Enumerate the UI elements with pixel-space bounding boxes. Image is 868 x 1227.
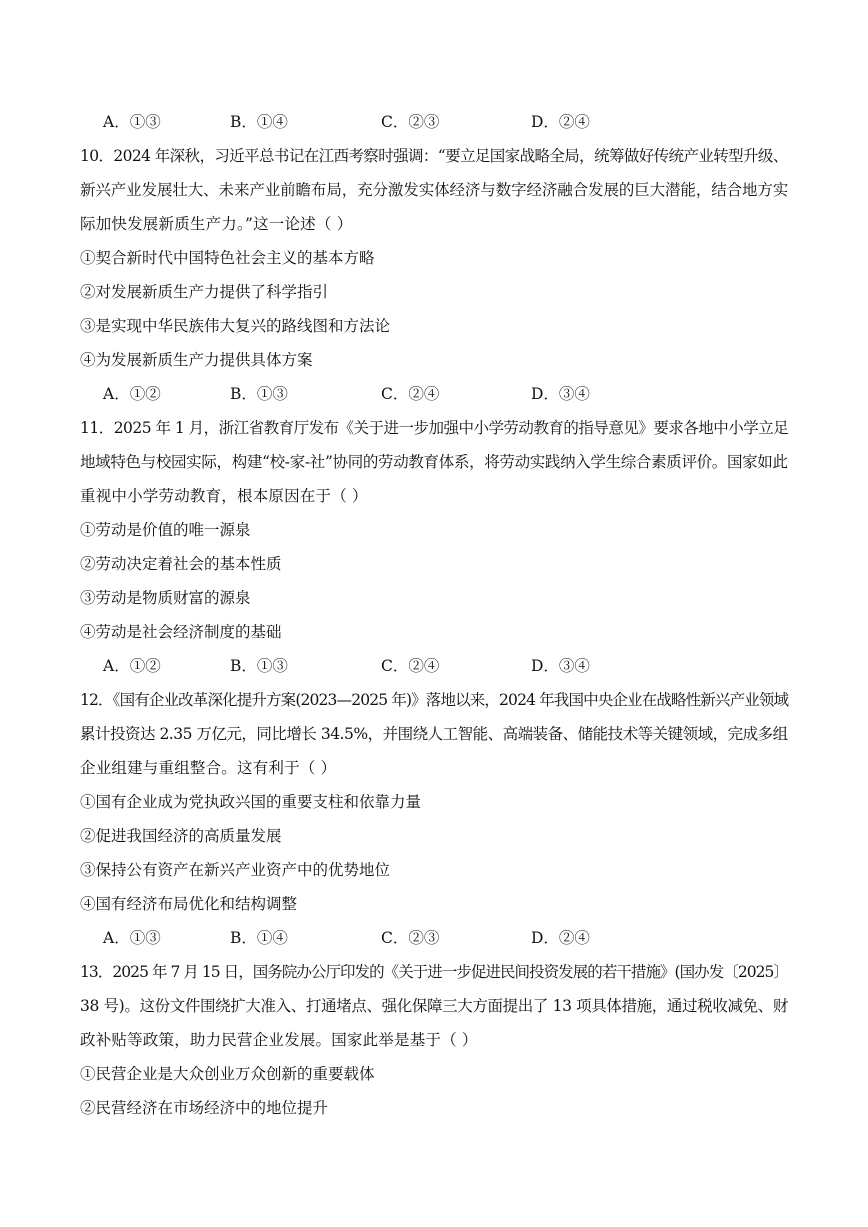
question-12-statement-1: ①国有企业成为党执政兴国的重要支柱和依靠力量 bbox=[80, 793, 422, 811]
options-row-previous bbox=[103, 111, 663, 133]
question-13-line-3: 政补贴等政策，助力民营企业发展。国家此举是基于（ ） bbox=[80, 1031, 478, 1049]
question-13-statement-2: ②民营经济在市场经济中的地位提升 bbox=[80, 1099, 329, 1117]
option-b[interactable]: B．①③ bbox=[230, 385, 288, 403]
question-13-line-2: 38 号)。这份文件围绕扩大准入、打通堵点、强化保障三大方面提出了 13 项具体措施，通过税收减免、财 bbox=[80, 997, 788, 1015]
question-11-statement-3: ③劳动是物质财富的源泉 bbox=[80, 589, 251, 607]
question-12-options bbox=[103, 927, 663, 949]
question-10-statement-1: ①契合新时代中国特色社会主义的基本方略 bbox=[80, 249, 375, 267]
option-a[interactable]: A．①③ bbox=[103, 113, 161, 131]
question-12-statement-2: ②促进我国经济的高质量发展 bbox=[80, 827, 282, 845]
question-13-line-1: 13．2025 年 7 月 15 日，国务院办公厅印发的《关于进一步促进民间投资发展的若干措施》(国办发〔2025〕 bbox=[80, 963, 788, 981]
question-10-line-2: 新兴产业发展壮大、未来产业前瞻布局，充分激发实体经济与数字经济融合发展的巨大潜能，结合地方实 bbox=[80, 181, 789, 199]
option-b[interactable]: B．①④ bbox=[230, 929, 288, 947]
question-12-statement-3: ③保持公有资产在新兴产业资产中的优势地位 bbox=[80, 861, 391, 879]
question-12-line-1: 12．《国有企业改革深化提升方案(2023—2025 年)》落地以来，2024 年我国中央企业在战略性新兴产业领域 bbox=[80, 691, 789, 709]
question-12-line-3: 企业组建与重组整合。这有利于（ ） bbox=[80, 759, 337, 777]
option-d[interactable]: D．②④ bbox=[531, 929, 590, 947]
option-a[interactable]: A．①② bbox=[103, 385, 161, 403]
question-10-line-3: 际加快发展新质生产力。”这一论述（ ） bbox=[80, 215, 353, 233]
question-11-line-3: 重视中小学劳动教育，根本原因在于（ ） bbox=[80, 487, 368, 505]
option-d[interactable]: D．②④ bbox=[531, 113, 590, 131]
question-11-statement-2: ②劳动决定着社会的基本性质 bbox=[80, 555, 282, 573]
question-11-statement-4: ④劳动是社会经济制度的基础 bbox=[80, 623, 282, 641]
question-10-line-1: 10．2024 年深秋，习近平总书记在江西考察时强调：“要立足国家战略全局，统筹做好传统产业转型升级、 bbox=[80, 147, 788, 165]
option-d[interactable]: D．③④ bbox=[531, 385, 590, 403]
question-13-statement-1: ①民营企业是大众创业万众创新的重要载体 bbox=[80, 1065, 375, 1083]
option-a[interactable]: A．①③ bbox=[103, 929, 161, 947]
question-11-line-2: 地域特色与校园实际，构建“校-家-社”协同的劳动教育体系，将劳动实践纳入学生综合素质评价。国家如此 bbox=[80, 453, 788, 471]
option-d[interactable]: D．③④ bbox=[531, 657, 590, 675]
question-12-statement-4: ④国有经济布局优化和结构调整 bbox=[80, 895, 298, 913]
question-10-statement-4: ④为发展新质生产力提供具体方案 bbox=[80, 351, 313, 369]
question-11-options bbox=[103, 655, 663, 677]
option-c[interactable]: C．②④ bbox=[381, 385, 440, 403]
question-10-statement-2: ②对发展新质生产力提供了科学指引 bbox=[80, 283, 329, 301]
option-c[interactable]: C．②④ bbox=[381, 657, 440, 675]
option-c[interactable]: C．②③ bbox=[381, 929, 440, 947]
option-c[interactable]: C．②③ bbox=[381, 113, 440, 131]
question-10-options bbox=[103, 383, 663, 405]
option-b[interactable]: B．①④ bbox=[230, 113, 288, 131]
option-a[interactable]: A．①② bbox=[103, 657, 161, 675]
question-12-line-2: 累计投资达 2.35 万亿元，同比增长 34.5%，并围绕人工智能、高端装备、储能技术等关键领域，完成多组 bbox=[80, 725, 788, 743]
question-11-statement-1: ①劳动是价值的唯一源泉 bbox=[80, 521, 251, 539]
question-11-line-1: 11．2025 年 1 月，浙江省教育厅发布《关于进一步加强中小学劳动教育的指导意见》要求各地中小学立足 bbox=[80, 419, 789, 437]
question-10-statement-3: ③是实现中华民族伟大复兴的路线图和方法论 bbox=[80, 317, 391, 335]
option-b[interactable]: B．①③ bbox=[230, 657, 288, 675]
